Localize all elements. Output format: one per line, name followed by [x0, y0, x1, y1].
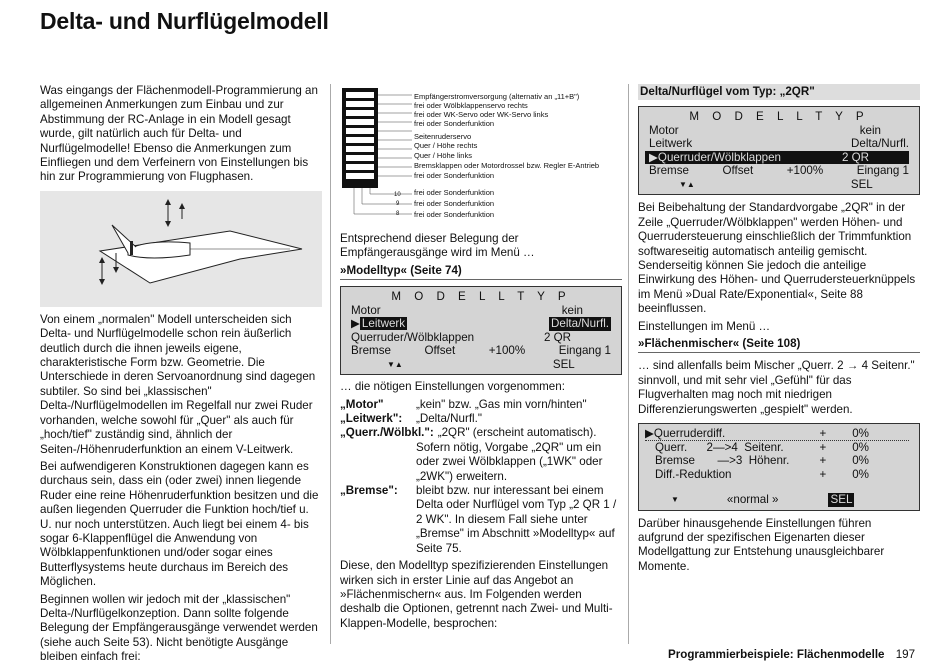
lcd-value: Eingang 1 — [558, 344, 611, 358]
setting-item: „Querr./Wölbkl.": „2QR" (erscheint automatisch). — [340, 426, 597, 440]
lcd-label: Motor — [351, 303, 381, 317]
lcd-value: Delta/Nurfl. — [851, 137, 909, 151]
down-arrow-icon: ▼ — [671, 495, 679, 505]
mixer-row-selected — [645, 427, 909, 441]
lcd-value: 2 QR — [543, 330, 571, 344]
lcd-label: Querruder/Wölbklappen — [351, 330, 475, 344]
receiver-label: frei oder Sonderfunktion — [414, 210, 495, 219]
mixer-sel: SEL — [830, 493, 853, 507]
setting-item: „Leitwerk": „Delta/Nurfl." — [340, 412, 482, 426]
lcd-row-selected — [645, 151, 909, 165]
mixer-sign: + — [819, 440, 827, 454]
lcd-label: ▶ Leitwerk — [351, 317, 406, 331]
lcd-title: M O D E L L T Y P — [391, 290, 571, 304]
mixer-row — [645, 454, 909, 468]
lcd-label: Bremse — [351, 344, 391, 358]
paragraph: Von einem „normalen" Modell unterscheiden sich Delta- und Nurflügelmodelle schon rein äußerlich deutlich durch die ihnen jeweils eigene, charakteristische Form bzw. Geometrie. Die Unterschiede in deren Servoanordnung sind dagegen subtiler. So sind bei „klassischen" Delta-/Nurflügelmodellen im Regelfall nur zwei Ruder vorhanden, welche sowohl für „Quer" als auch für „hoch/tief" zuständig sind, ähnlich der Seiten-/Höhenruderfunktion an einem V-Leitwerk. — [40, 312, 316, 456]
receiver-label: Seitenruderservo — [414, 132, 472, 141]
mixer-row — [645, 441, 909, 455]
lcd-row — [649, 124, 909, 138]
lcd-label: ▶Querruder/Wölbklappen — [649, 150, 782, 164]
paragraph: Einstellungen im Menü … — [638, 319, 771, 333]
lcd-row — [351, 344, 611, 358]
pin-number: 9 — [396, 201, 400, 207]
mixer-value: 0% — [852, 454, 869, 468]
lcd-sel: SEL — [552, 357, 575, 371]
pin-number: 8 — [396, 211, 400, 217]
lcd-sel: SEL — [850, 177, 873, 191]
mixer-sign: + — [819, 467, 827, 481]
receiver-label: frei oder WK-Servo oder WK-Servo links — [414, 110, 549, 119]
delta-wing-illustration — [40, 191, 322, 307]
lcd-title: M O D E L L T Y P — [689, 110, 869, 124]
paragraph: Darüber hinausgehende Einstellungen führen aufgrund der spezifischen Eigenarten dieser Modellgattung zur Entstehung unausgleichbarer Momente. — [638, 516, 885, 573]
column-left — [40, 84, 322, 664]
receiver-label: frei oder Sonderfunktion — [414, 188, 495, 197]
mixer-label: Querr. 2—>4 Seitenr. — [655, 440, 784, 454]
mixer-value: 0% — [852, 467, 869, 481]
delta-wing-icon — [40, 191, 322, 307]
column-right — [638, 84, 920, 577]
lcd-label: Bremse — [649, 164, 689, 178]
paragraph: Diese, den Modelltyp spezifizierenden Einstellungen wirken sich in erster Linie auf das Angebot an »Flächenmischern« aus. Im Folgenden werden deshalb die Optionen, getrennt nach Zwei- und Multi-Klappen-Modelle, besprochen: — [340, 559, 613, 630]
mixer-footer — [645, 493, 909, 507]
column-divider — [628, 84, 629, 644]
receiver-icon — [340, 84, 412, 226]
lcd-value: kein — [859, 123, 881, 137]
footer-label: Programmierbeispiele: Flächenmodelle — [668, 648, 885, 661]
lcd-footer — [649, 178, 909, 192]
mixer-mode: «normal » — [726, 493, 779, 507]
mixer-sign: + — [819, 427, 827, 441]
cursor-arrow-icon: ▶ — [649, 150, 658, 164]
lcd-modelltyp — [638, 106, 920, 195]
mixer-sign: + — [819, 454, 827, 468]
page-title: Delta- und Nurflügelmodell — [40, 8, 329, 34]
lcd-flaechenmischer — [638, 423, 920, 511]
setting-item: Sofern nötig, Vorgabe „2QR" um ein oder zwei Wölbklappen („1WK" oder „2WK") erweitern. — [416, 440, 603, 483]
mixer-row — [645, 468, 909, 482]
mixer-value: 0% — [852, 440, 869, 454]
cursor-arrow-icon: ▶ — [351, 317, 360, 331]
receiver-label: Empfängerstromversorgung (alternativ an „11+B") — [414, 92, 580, 101]
lcd-row — [649, 137, 909, 151]
receiver-label: frei oder Sonderfunktion — [414, 119, 495, 128]
section-heading: Delta/Nurflügel vom Typ: „2QR" — [638, 84, 920, 100]
paragraph: … sind allenfalls beim Mischer „Querr. 2 → 4 Seitenr." sinnvoll, und mit sehr viel „Gefühl" für das Flugverhalten mag noch mit niedrigen Differenzierungswerten „gespielt" werden. — [638, 359, 915, 416]
lcd-value: 2 QR — [841, 150, 869, 164]
setting-item: „Bremse": bleibt bzw. nur interessant bei einem Delta oder Nurflügel vom Typ „2 QR 1 / 2 WK". In diesem Fall siehe unter „Bremse" im Abschnitt »Modelltyp« auf Seite 75. — [340, 484, 617, 555]
receiver-assignment-diagram — [340, 84, 622, 226]
section-heading: »Flächenmischer« (Seite 108) — [638, 337, 920, 353]
updown-arrow-icon: ▼▲ — [679, 179, 695, 189]
receiver-label: frei oder Sonderfunktion — [414, 199, 495, 208]
mixer-label: Diff.-Reduktion — [655, 467, 732, 481]
lcd-row — [351, 304, 611, 318]
column-middle — [340, 84, 622, 634]
receiver-label: Quer / Höhe rechts — [414, 141, 478, 150]
receiver-label: frei oder Wölbklappenservo rechts — [414, 101, 528, 110]
paragraph: Entsprechend dieser Belegung der Empfängerausgänge wird im Menü … — [340, 232, 535, 260]
lcd-label: Offset — [424, 344, 456, 358]
cursor-arrow-icon: ▶ — [645, 427, 654, 441]
paragraph: Beginnen wollen wir jedoch mit der „klassischen" Delta-/Nurflügelkonzeption. Dann sollte folgende Belegung der Empfängerausgänge verwendet werden (siehe auch Seite 53). Nicht benötigte Ausgänge bleiben einfach frei: — [40, 592, 318, 664]
paragraph: Bei aufwendigeren Konstruktionen dagegen kann es durchaus sein, dass ein (oder zwei) innen liegende Ruder eine reine Höhenruderfunktion besitzen und die außen liegenden Querruder die Funktion hoch/tief u. U. nur noch unterstützen. Auch liegt bei einem 4- bis sogar 6-Klappenflügel die Anwendung von Wölbklappenfunktionen und/oder sogar eines Butterflysystems heute durchaus im Bereich des Möglichen. — [40, 459, 319, 589]
mixer-label: Bremse —>3 Höhenr. — [655, 454, 790, 468]
paragraph: … die nötigen Einstellungen vorgenommen: — [340, 380, 565, 394]
lcd-value: Delta/Nurfl. — [551, 317, 609, 331]
lcd-modelltyp — [340, 286, 622, 375]
lcd-label: Leitwerk — [649, 137, 693, 151]
updown-arrow-icon: ▼▲ — [387, 359, 403, 369]
receiver-label: frei oder Sonderfunktion — [414, 171, 495, 180]
pin-number: 10 — [394, 192, 401, 198]
lcd-footer — [351, 358, 611, 372]
lcd-value: +100% — [488, 344, 526, 358]
lcd-value: kein — [561, 303, 583, 317]
section-heading: »Modelltyp« (Seite 74) — [340, 264, 622, 280]
receiver-label: Bremsklappen oder Motordrossel bzw. Regler E-Antrieb — [414, 161, 600, 170]
receiver-label: Quer / Höhe links — [414, 151, 472, 160]
lcd-row — [351, 331, 611, 345]
paragraph: Bei Beibehaltung der Standardvorgabe „2QR" in der Zeile „Querruder/Wölbklappen" werden Höhen- und Querrudersteuerung einschließlich der Trimmfunktion softwareseitig automatisch anteilig gemischt. Senderseitig können Sie jedoch die anteilige Einwirkung des Höhen- und Querrudersteuerknüppels im Menü »Dual Rate/Exponential«, Seite 88 beeinflussen. — [638, 201, 916, 316]
page-footer — [668, 648, 915, 661]
setting-item: „Motor" „kein" bzw. „Gas min vorn/hinten" — [340, 397, 587, 411]
lcd-row — [649, 164, 909, 178]
page-number: 197 — [895, 648, 916, 661]
lcd-label: Offset — [722, 164, 754, 178]
settings-list — [340, 398, 622, 556]
column-divider — [330, 84, 331, 644]
lcd-value: +100% — [786, 164, 824, 178]
lcd-label: Motor — [649, 123, 679, 137]
lcd-row-selected — [351, 317, 611, 331]
mixer-label: ▶Querruderdiff. — [645, 427, 726, 441]
mixer-value: 0% — [852, 427, 869, 441]
lcd-value: Eingang 1 — [856, 164, 909, 178]
intro-paragraph: Was eingangs der Flächenmodell-Programmierung an allgemeinen Anmerkungen zum Einbau und zur Abstimmung der RC-Anlage in ein Modell gesagt wurde, gilt natürlich auch für Delta- und Nurflügelmodelle! Ebenso die Anmerkungen zum Einfliegen und dem Verfeinern von Einstellungen bis hin zur Programmierung von Flugphasen. — [40, 84, 318, 184]
